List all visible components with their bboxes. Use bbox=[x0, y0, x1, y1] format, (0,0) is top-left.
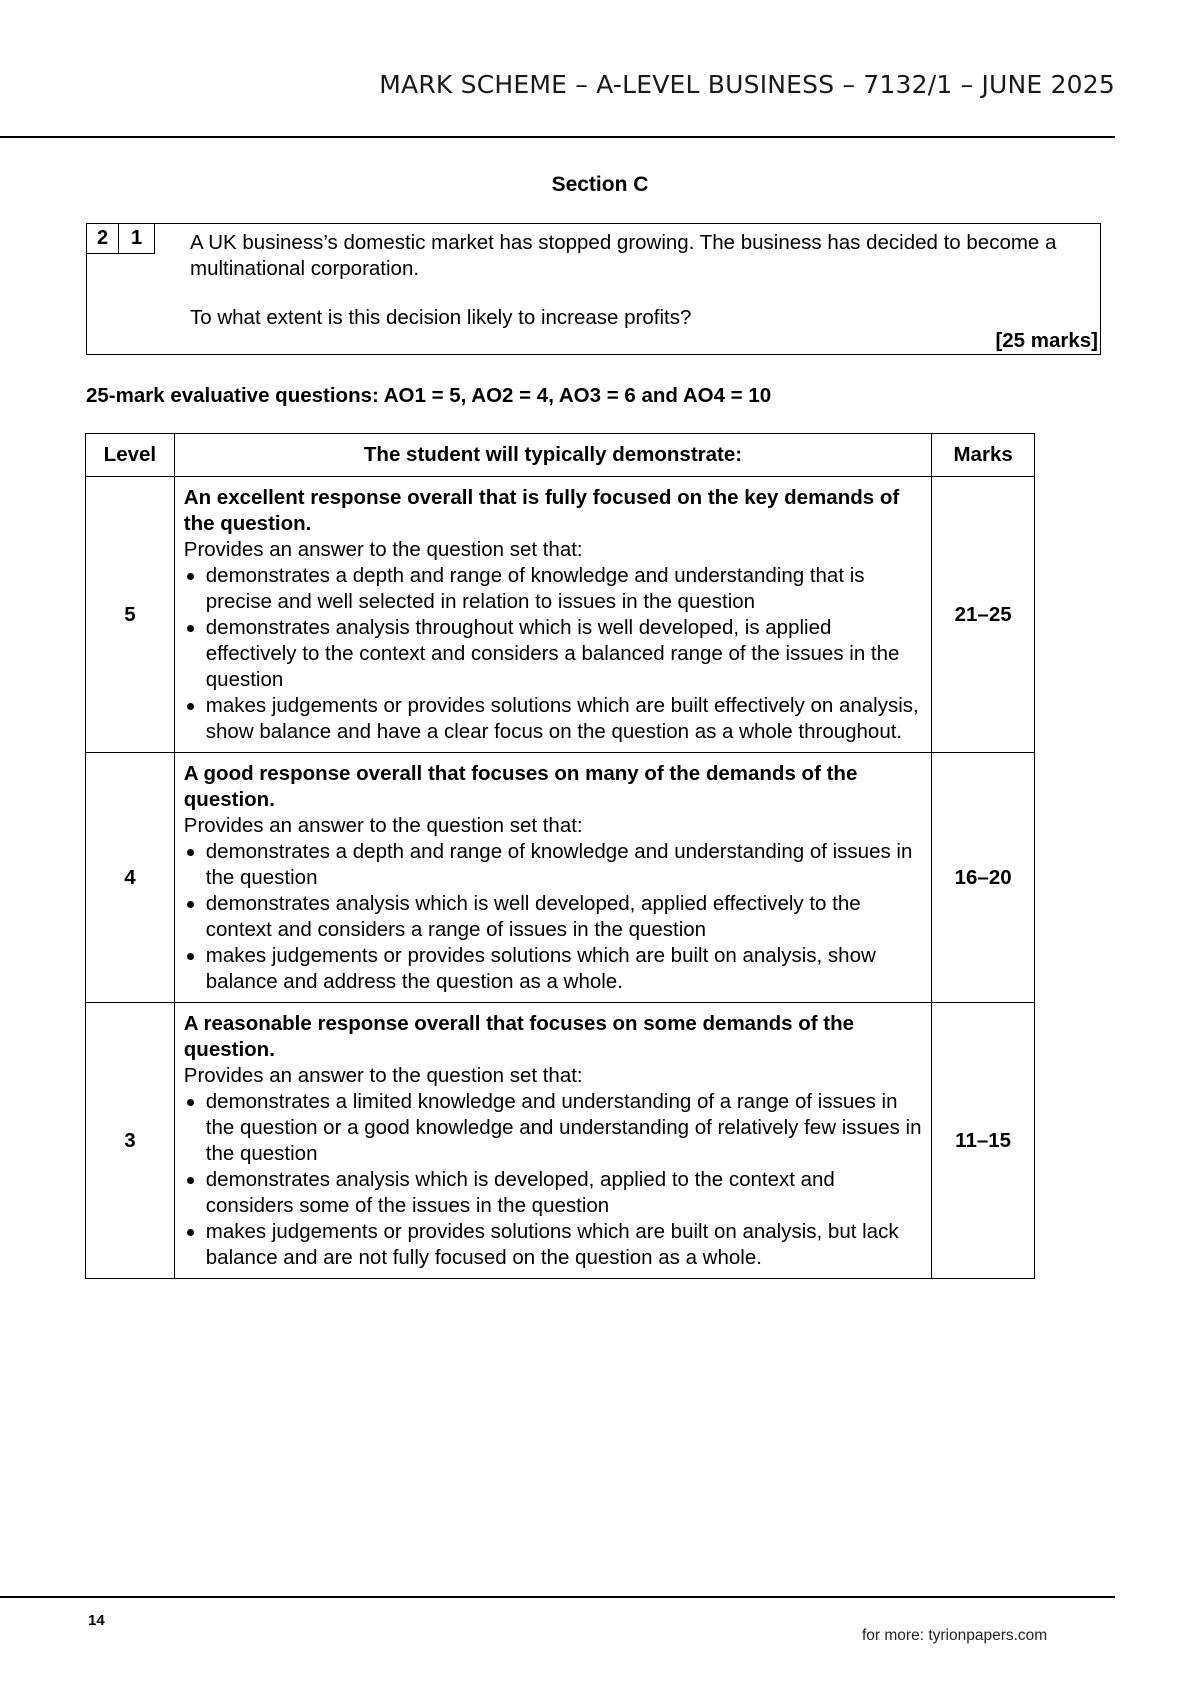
level-heading: A reasonable response overall that focuses on some demands of the question. bbox=[183, 1012, 855, 1061]
question-number-digit-1: 2 bbox=[87, 224, 119, 254]
level-heading: A good response overall that focuses on many of the demands of the question. bbox=[183, 762, 858, 811]
marks-range: 21–25 bbox=[932, 477, 1035, 753]
level-value: 4 bbox=[86, 753, 175, 1003]
level-description bbox=[174, 753, 931, 1003]
question-prompt: To what extent is this decision likely to increase profits? bbox=[190, 306, 692, 329]
marks-range: 16–20 bbox=[932, 753, 1035, 1003]
question-marks: [25 marks] bbox=[995, 329, 1098, 352]
level-intro: Provides an answer to the question set that: bbox=[183, 814, 583, 837]
level-heading: An excellent response overall that is fully focused on the key demands of the question. bbox=[183, 486, 900, 535]
level-descriptor-table bbox=[85, 433, 1035, 1279]
criterion-item: demonstrates a depth and range of knowledge and understanding that is precise and well selected in relation to issues in the question bbox=[184, 563, 923, 615]
footer-source-link[interactable]: for more: tyrionpapers.com bbox=[862, 1627, 1048, 1644]
criterion-item: demonstrates a limited knowledge and understanding of a range of issues in the question or a good knowledge and understanding of relatively few issues in the question bbox=[184, 1089, 923, 1167]
header-divider bbox=[0, 136, 1115, 138]
criterion-item: demonstrates analysis which is developed, applied to the context and considers some of the issues in the question bbox=[184, 1167, 923, 1219]
question-number-digit-2: 1 bbox=[119, 224, 155, 254]
footer-divider bbox=[0, 1596, 1115, 1598]
column-header-description: The student will typically demonstrate: bbox=[174, 434, 931, 477]
question-box bbox=[86, 223, 1101, 355]
criterion-item: makes judgements or provides solutions which are built on analysis, show balance and address the question as a whole. bbox=[184, 943, 923, 995]
table-row-level-4 bbox=[86, 753, 1035, 1003]
page-header-title: MARK SCHEME – A-LEVEL BUSINESS – 7132/1 – JUNE 2025 bbox=[379, 70, 1115, 99]
page-number: 14 bbox=[88, 1612, 105, 1629]
question-text: A UK business’s domestic market has stopped growing. The business has decided to become a multinational corporation. bbox=[190, 231, 1057, 280]
marks-range: 11–15 bbox=[932, 1003, 1035, 1279]
table-header-row bbox=[86, 434, 1035, 477]
criterion-item: demonstrates a depth and range of knowledge and understanding of issues in the question bbox=[184, 839, 923, 891]
criterion-item: demonstrates analysis which is well developed, applied effectively to the context and considers a range of issues in the question bbox=[184, 891, 923, 943]
criteria-list bbox=[184, 563, 923, 745]
column-header-level: Level bbox=[86, 434, 175, 477]
criteria-list bbox=[184, 1089, 923, 1271]
level-value: 5 bbox=[86, 477, 175, 753]
assessment-objectives-line: 25-mark evaluative questions: AO1 = 5, AO2 = 4, AO3 = 6 and AO4 = 10 bbox=[86, 384, 772, 407]
section-heading: Section C bbox=[551, 173, 649, 196]
table-row-level-3 bbox=[86, 1003, 1035, 1279]
level-intro: Provides an answer to the question set that: bbox=[183, 1064, 583, 1087]
level-description bbox=[174, 1003, 931, 1279]
table-row-level-5 bbox=[86, 477, 1035, 753]
criteria-list bbox=[184, 839, 923, 995]
level-value: 3 bbox=[86, 1003, 175, 1279]
column-header-marks: Marks bbox=[932, 434, 1035, 477]
criterion-item: makes judgements or provides solutions which are built effectively on analysis, show balance and have a clear focus on the question as a whole throughout. bbox=[184, 693, 923, 745]
criterion-item: demonstrates analysis throughout which is well developed, is applied effectively to the context and considers a balanced range of the issues in the question bbox=[184, 615, 923, 693]
level-description bbox=[174, 477, 931, 753]
level-intro: Provides an answer to the question set that: bbox=[183, 538, 583, 561]
criterion-item: makes judgements or provides solutions which are built on analysis, but lack balance and are not fully focused on the question as a whole. bbox=[184, 1219, 923, 1271]
